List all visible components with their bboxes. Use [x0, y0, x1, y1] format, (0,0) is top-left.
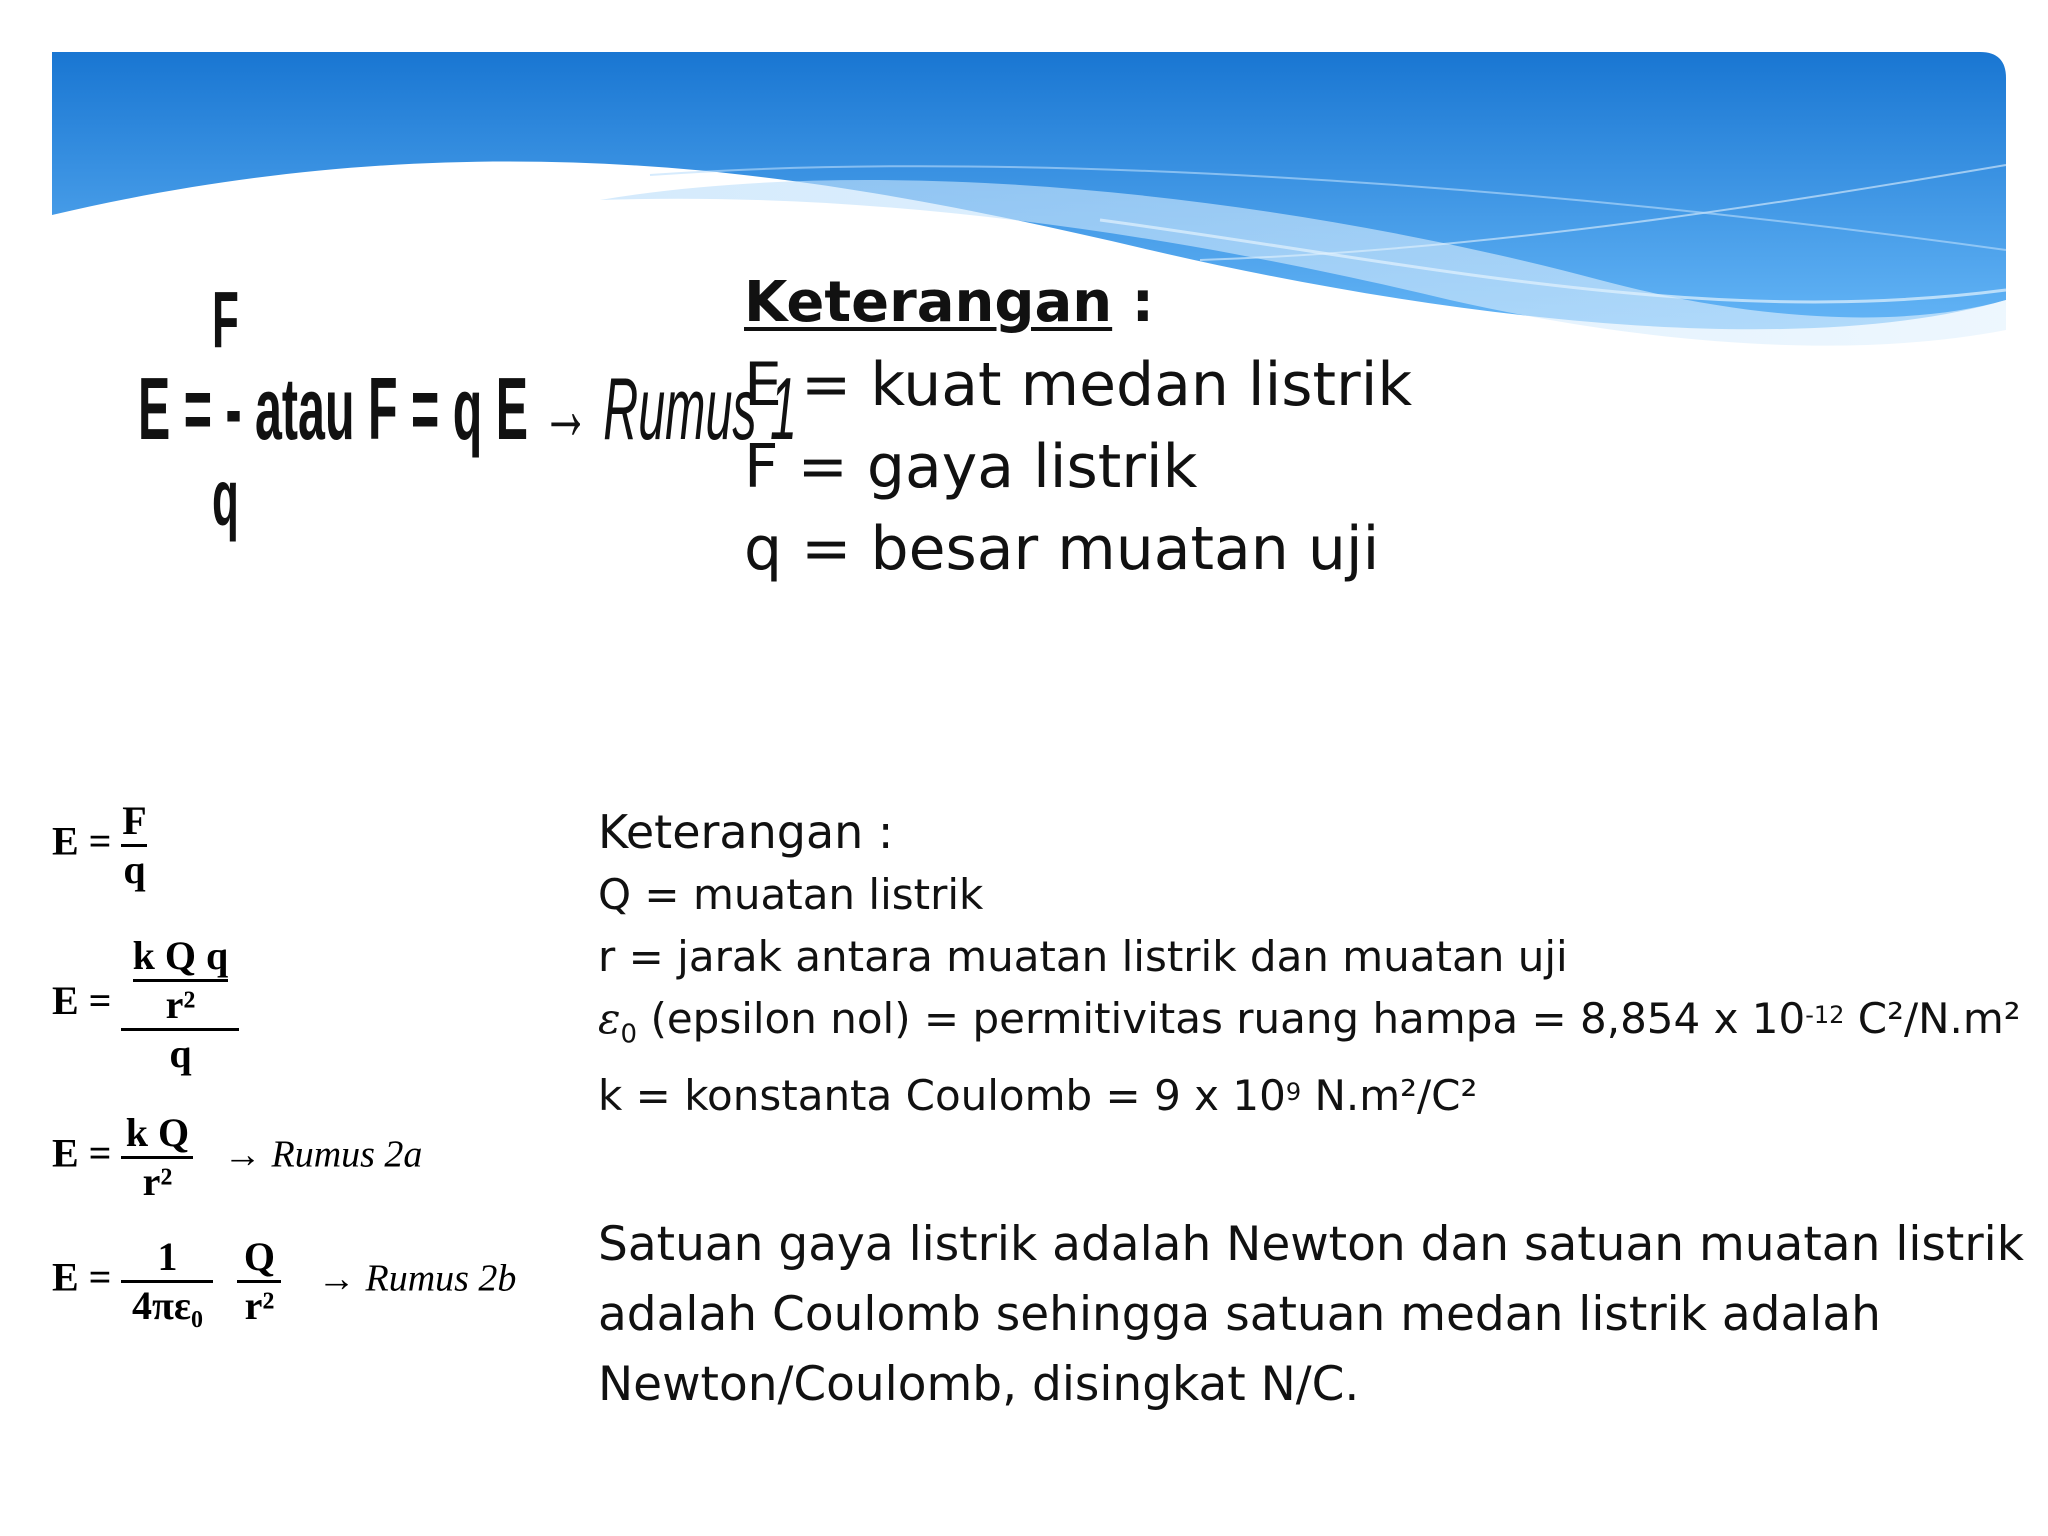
- keterangan-1-line: q = besar muatan uji: [744, 514, 1380, 584]
- formula1-arrow: →: [541, 359, 590, 458]
- eps-exponent: -12: [1805, 1001, 1845, 1029]
- keterangan-2-line-k: [598, 1065, 2021, 1127]
- formula1-label: Rumus 1: [603, 359, 797, 458]
- eq2-fraction: [121, 935, 239, 1075]
- eq4-numerator-1: 1: [157, 1234, 178, 1279]
- formula1-denominator: q: [212, 453, 239, 542]
- keterangan-1-line: F = gaya listrik: [744, 432, 1198, 502]
- eq3-denominator: r²: [142, 1159, 173, 1204]
- eq1-lhs: E =: [52, 818, 112, 864]
- eq3-lhs: E =: [52, 1130, 112, 1176]
- eq4-denominator-1: 4πε₀: [131, 1283, 203, 1328]
- unit-explanation-paragraph: Satuan gaya listrik adalah Newton dan satuan muatan listrik adalah Coulomb sehingga satuan medan listrik adalah Newton/Coulomb, disingkat N/C.: [598, 1217, 2024, 1412]
- epsilon-symbol: ε: [598, 994, 621, 1043]
- formula1-main: [138, 358, 797, 460]
- eq1-denominator: q: [123, 847, 146, 892]
- eq2-inner-numerator: k Q q: [132, 933, 229, 978]
- eq2-inner-fraction: [133, 935, 229, 1026]
- keterangan-2-title: Keterangan :: [598, 805, 894, 859]
- eq3-numerator: k Q: [125, 1110, 190, 1155]
- keterangan-1-line: E = kuat medan listrik: [744, 350, 1413, 420]
- k-text: k = konstanta Coulomb = 9 x 10: [598, 1071, 1286, 1121]
- eq4-denominator-2: r²: [244, 1283, 275, 1328]
- eq3-arrow: →: [223, 1133, 262, 1176]
- formula-2-eq3: [52, 1112, 422, 1203]
- eq1-numerator: F: [122, 798, 147, 843]
- keterangan-2: [598, 800, 2021, 1127]
- eq3-label: Rumus 2a: [271, 1133, 423, 1176]
- eq4-numerator-2: Q: [243, 1234, 276, 1279]
- eq1-fraction: [121, 800, 147, 891]
- formula-2-eq2: [52, 935, 239, 1075]
- epsilon-subscript: 0: [620, 1019, 638, 1050]
- eps-text: (epsilon nol) = permitivitas ruang hampa = 8,854 x 10: [637, 994, 1806, 1043]
- keterangan-2-line-eps: [598, 988, 2021, 1065]
- k-unit: N.m²/C²: [1301, 1071, 1478, 1121]
- formula1-middle: atau F = q E: [255, 359, 529, 458]
- formula1-numerator: F: [212, 275, 239, 364]
- eq4-fraction-2: [237, 1236, 281, 1327]
- eq2-lhs: E =: [52, 978, 112, 1024]
- eq4-arrow: →: [317, 1257, 356, 1300]
- eq4-lhs: E =: [52, 1254, 112, 1300]
- eq2-inner-denominator: r²: [165, 982, 196, 1027]
- eps-unit: C²/N.m²: [1844, 994, 2021, 1043]
- formula1-left: E = -: [138, 359, 242, 458]
- formula-2-eq1: [52, 800, 147, 891]
- formula-2-eq4: [52, 1236, 516, 1327]
- eq4-label: Rumus 2b: [365, 1257, 517, 1300]
- eq2-denominator: q: [169, 1031, 192, 1076]
- keterangan-1-title: Keterangan :: [744, 270, 1155, 335]
- eq3-fraction: [121, 1112, 193, 1203]
- keterangan-2-line-r: r = jarak antara muatan listrik dan muatan uji: [598, 932, 1568, 981]
- keterangan-2-line-q: Q = muatan listrik: [598, 870, 984, 919]
- keterangan-1: [744, 262, 1412, 590]
- k-exponent: 9: [1285, 1078, 1302, 1107]
- eq4-fraction-1: [121, 1236, 213, 1327]
